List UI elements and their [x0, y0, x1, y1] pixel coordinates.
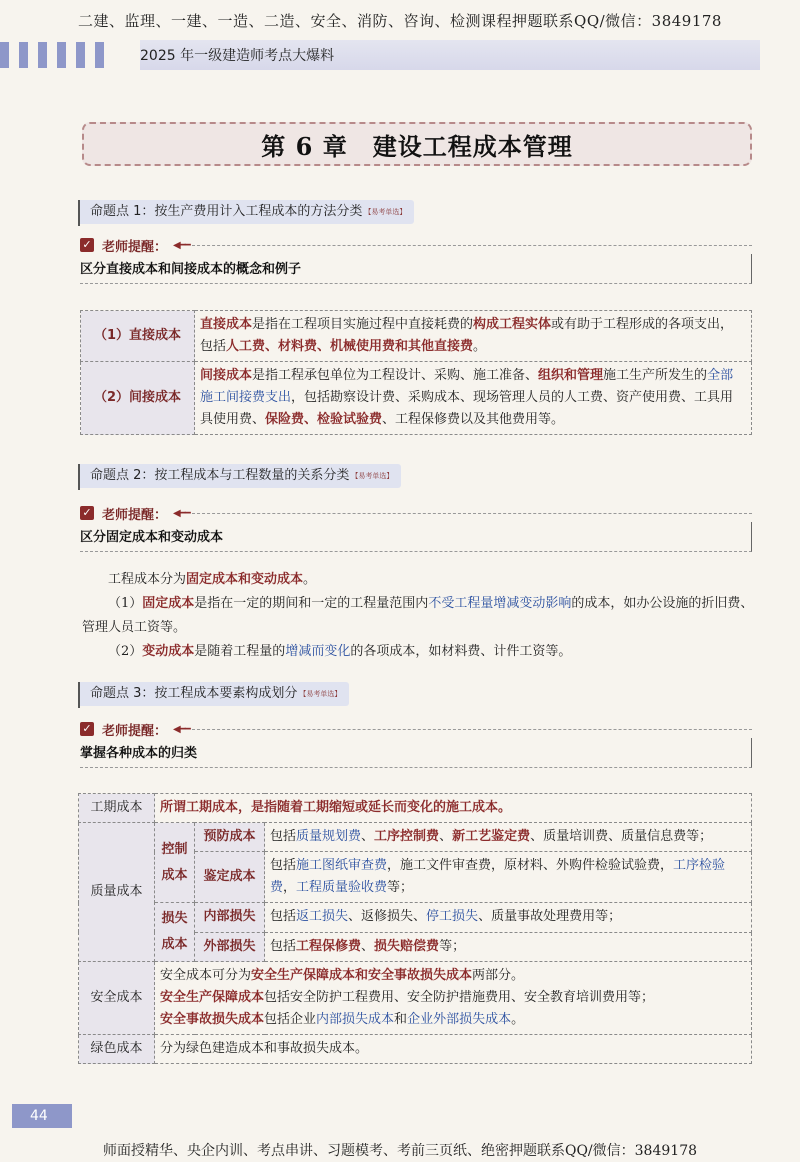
table-row	[79, 794, 752, 823]
top-banner: 二建、监理、一建、一造、二造、安全、消防、咨询、检测课程押题联系QQ/微信：3849178	[78, 12, 722, 30]
external-loss-desc: 包括工程保修费、损失赔偿费等；	[265, 932, 752, 962]
tip-text: 区分直接成本和间接成本的概念和例子	[80, 254, 752, 284]
arrow-icon: ◀━━	[173, 239, 190, 251]
green-cost-desc: 分为绿色建造成本和事故损失成本。	[155, 1035, 752, 1064]
arrow-icon: ◀━━	[173, 507, 190, 519]
header-bar	[0, 40, 800, 70]
exam-tag: 【易考单选】	[299, 690, 342, 698]
appraisal-cost-desc: 包括施工图纸审查费，施工文件审查费，原材料、外购件检验试验费，工序检验费，工程质量验收费等；	[265, 852, 752, 903]
topic-2-heading	[78, 464, 393, 490]
tip-label: 老师提醒：	[102, 239, 168, 255]
tip-text: 掌握各种成本的归类	[80, 738, 752, 768]
topic-3-title: 命题点 3：按工程成本要素构成划分	[90, 686, 298, 701]
check-icon: ✓	[80, 506, 94, 520]
exam-tag: 【易考单选】	[364, 208, 407, 216]
check-icon: ✓	[80, 722, 94, 736]
appraisal-cost-label: 鉴定成本	[195, 852, 265, 903]
tip-label: 老师提醒：	[102, 507, 168, 523]
paragraph: （2）变动成本是随着工程量的增减而变化的各项成本，如材料费、计件工资等。	[108, 644, 572, 659]
paragraph: 工程成本分为固定成本和变动成本。	[108, 572, 317, 587]
topic-1-title: 命题点 1：按生产费用计入工程成本的方法分类	[90, 204, 363, 219]
green-cost-label: 绿色成本	[79, 1035, 155, 1064]
table-row	[81, 311, 752, 362]
topic-3-tip	[80, 720, 752, 768]
topic-2-title: 命题点 2：按工程成本与工程数量的关系分类	[90, 468, 350, 483]
topic-1-heading	[78, 200, 406, 226]
indirect-cost-label: （2）间接成本	[81, 362, 195, 435]
quality-cost-label: 质量成本	[79, 823, 155, 962]
exam-tag: 【易考单选】	[351, 472, 394, 480]
topic-2-tip	[80, 504, 752, 552]
tip-text: 区分固定成本和变动成本	[80, 522, 752, 552]
loss-cost-label: 损失成本	[155, 903, 195, 962]
control-cost-label: 控制成本	[155, 823, 195, 903]
schedule-cost-desc: 所谓工期成本，是指随着工期缩短或延长而变化的施工成本。	[155, 794, 752, 823]
internal-loss-label: 内部损失	[195, 903, 265, 933]
topic-3-heading	[78, 682, 341, 708]
direct-cost-desc: 直接成本是指在工程项目实施过程中直接耗费的构成工程实体或有助于工程形成的各项支出，包括人工费、材料费、机械使用费和其他直接费。	[195, 311, 752, 362]
topic-1-tip	[80, 236, 752, 284]
table-row	[81, 362, 752, 435]
table-row	[79, 903, 752, 933]
prevention-cost-label: 预防成本	[195, 823, 265, 852]
arrow-icon: ◀━━	[173, 723, 190, 735]
tip-label: 老师提醒：	[102, 723, 168, 739]
indirect-cost-desc: 间接成本是指工程承包单位为工程设计、采购、施工准备、组织和管理施工生产所发生的全部施工间接费支出，包括勘察设计费、采购成本、现场管理人员的人工费、资产使用费、工具用具使用费、保险费、检验试验费、工程保修费以及其他费用等。	[195, 362, 752, 435]
chapter-banner	[82, 122, 752, 166]
safety-cost-desc: 安全成本可分为安全生产保障成本和安全事故损失成本两部分。 安全生产保障成本包括安全防护工程费用、安全防护措施费用、安全教育培训费用等； 安全事故损失成本包括企业内部损失成本和企业外部损失成本。	[155, 962, 752, 1035]
page-number: 44	[12, 1104, 72, 1128]
paragraph: （1）固定成本是指在一定的期间和一定的工程量范围内不受工程量增减变动影响的成本，如办公设施的折旧费、管理人员工资等。	[82, 596, 754, 635]
prevention-cost-desc: 包括质量规划费、工序控制费、新工艺鉴定费、质量培训费、质量信息费等；	[265, 823, 752, 852]
cost-element-table	[78, 793, 752, 1064]
table-row	[79, 823, 752, 852]
chapter-title: 第 6 章 建设工程成本管理	[261, 131, 573, 161]
table-row	[79, 962, 752, 1035]
header-stripes	[0, 40, 140, 70]
schedule-cost-label: 工期成本	[79, 794, 155, 823]
table-row	[79, 1035, 752, 1064]
topic-2-body	[82, 568, 754, 664]
safety-cost-label: 安全成本	[79, 962, 155, 1035]
header-title: 2025 年一级建造师考点大爆料	[140, 48, 335, 64]
internal-loss-desc: 包括返工损失、返修损失、停工损失、质量事故处理费用等；	[265, 903, 752, 933]
external-loss-label: 外部损失	[195, 932, 265, 962]
check-icon: ✓	[80, 238, 94, 252]
bottom-banner: 师面授精华、央企内训、考点串讲、习题模考、考前三页纸、绝密押题联系QQ/微信：3849178	[102, 1143, 698, 1159]
direct-cost-label: （1）直接成本	[81, 311, 195, 362]
cost-type-table-1	[80, 310, 752, 435]
